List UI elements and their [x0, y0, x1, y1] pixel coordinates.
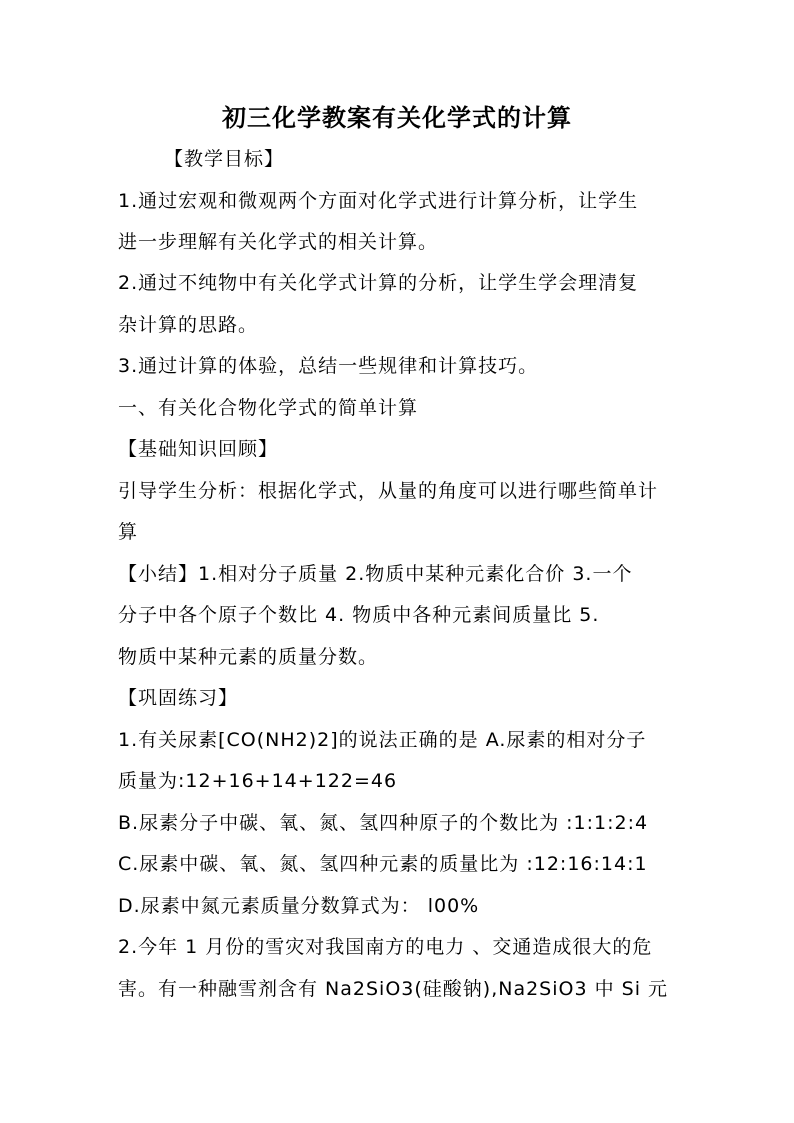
question-line: 1.有关尿素[CO(NH2)2]的说法正确的是 A.尿素的相对分子: [118, 729, 647, 751]
option-b: B.尿素分子中碳、氧、氮、氢四种原子的个数比为 :1:1:2:4: [118, 812, 649, 834]
question-line: 质量为:12+16+14+122=46: [118, 770, 398, 792]
summary-line: 物质中某种元素的质量分数。: [118, 646, 379, 668]
summary-line: 分子中各个原子个数比 4. 物质中各种元素间质量比 5.: [118, 604, 600, 626]
question-line: 2.今年 1 月份的雪灾对我国南方的电力 、交通造成很大的危: [118, 936, 653, 958]
heading-teaching-goals: 【教学目标】: [164, 148, 285, 170]
subheading-practice: 【巩固练习】: [118, 687, 239, 709]
summary-line: 【小结】1.相对分子质量 2.物质中某种元素化合价 3.一个: [118, 563, 633, 585]
paragraph-line: 1.通过宏观和微观两个方面对化学式进行计算分析，让学生: [118, 190, 639, 212]
paragraph-line: 2.通过不纯物中有关化学式计算的分析，让学生学会理清复: [118, 272, 639, 294]
section-heading: 一、有关化合物化学式的简单计算: [118, 397, 419, 419]
question-line: 害。有一种融雪剂含有 Na2SiO3(硅酸钠),Na2SiO3 中 Si 元: [118, 978, 669, 1000]
document-title: 初三化学教案有关化学式的计算: [222, 103, 572, 132]
paragraph-line: 进一步理解有关化学式的相关计算。: [118, 231, 439, 253]
option-c: C.尿素中碳、氧、氮、氢四种元素的质量比为 :12:16:14:1: [118, 853, 648, 875]
paragraph-line: 3.通过计算的体验，总结一些规律和计算技巧。: [118, 355, 539, 377]
option-d: D.尿素中氮元素质量分数算式为： l00%: [118, 895, 480, 917]
subheading-review: 【基础知识回顾】: [118, 438, 279, 460]
paragraph-line: 引导学生分析：根据化学式，从量的角度可以进行哪些简单计: [118, 480, 659, 502]
paragraph-line: 杂计算的思路。: [118, 314, 259, 336]
paragraph-line: 算: [118, 521, 139, 543]
